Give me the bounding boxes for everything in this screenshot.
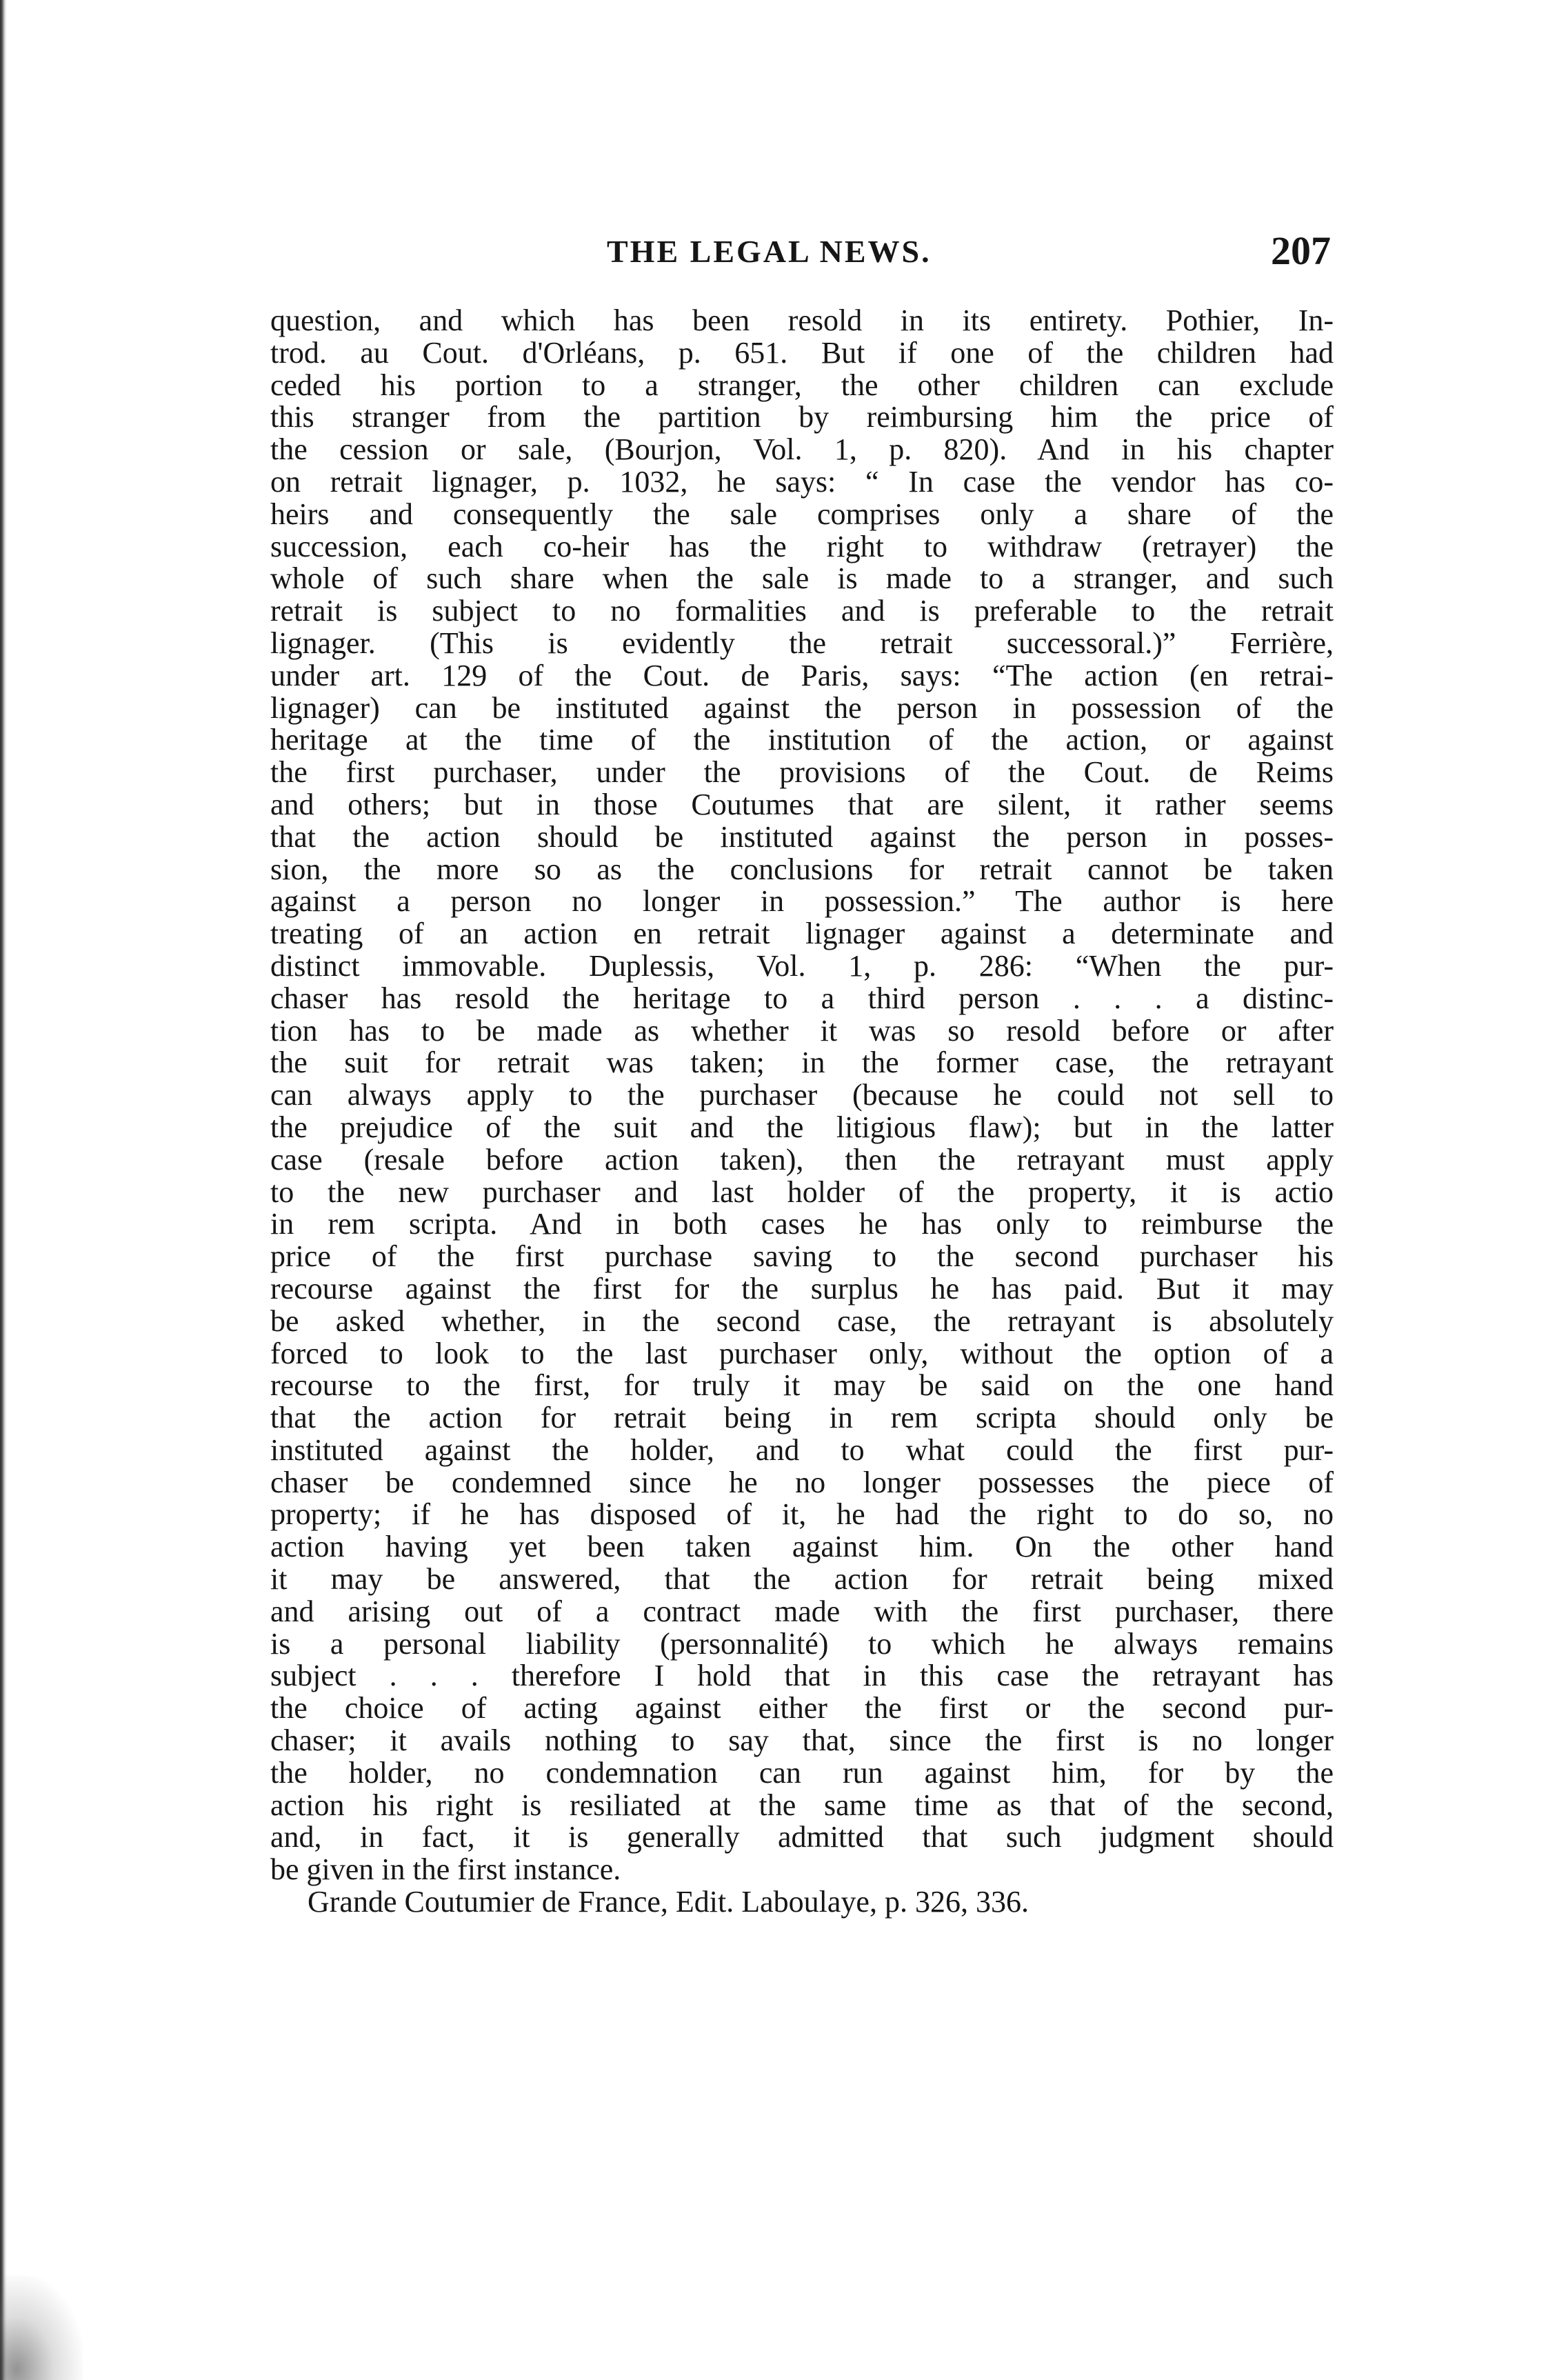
text-line: chaser has resold the heritage to a third person . . . a distinc- [270,981,1334,1015]
text-line: on retrait lignager, p. 1032, he says: “ In case the vendor has co- [270,464,1334,499]
text-line: recourse against the first for the surplus he has paid. But it may [270,1271,1334,1306]
text-line: action his right is resiliated at the same time as that of the second, [270,1788,1334,1822]
text-line: property; if he has disposed of it, he had the right to do so, no [270,1497,1334,1532]
text-line: trod. au Cout. d'Orléans, p. 651. But if one of the children had [270,335,1334,370]
text-line: ceded his portion to a stranger, the other children can exclude [270,368,1334,402]
text-line: the cession or sale, (Bourjon, Vol. 1, p. 820). And in his chapter [270,432,1334,467]
text-line: under art. 129 of the Cout. de Paris, says: “The action (en retrai- [270,658,1334,692]
text-line: the prejudice of the suit and the litigious flaw); but in the latter [270,1110,1334,1144]
text-line: and arising out of a contract made with the first purchaser, there [270,1594,1334,1628]
scan-edge [0,0,7,2380]
text-line: it may be answered, that the action for retrait being mixed [270,1562,1334,1597]
text-line: forced to look to the last purchaser only, without the option of a [270,1336,1334,1370]
text-line: the suit for retrait was taken; in the former case, the retrayant [270,1046,1334,1080]
text-line: instituted against the holder, and to what could the first pur- [270,1432,1334,1467]
text-line: subject . . . therefore I hold that in this case the retrayant has [270,1659,1334,1693]
scan-shadow [0,2276,83,2380]
text-line: lignager) can be instituted against the person in possession of the [270,690,1334,725]
text-line: against a person no longer in possession.” The author is here [270,884,1334,919]
text-line: question, and which has been resold in its entirety. Pothier, In- [270,303,1334,337]
text-line: the first purchaser, under the provisions of the Cout. de Reims [270,755,1334,790]
text-line: retrait is subject to no formalities and is preferable to the retrait [270,594,1334,628]
text-line: lignager. (This is evidently the retrait successoral.)” Ferrière, [270,626,1334,660]
body-text [270,305,1334,1919]
text-line: that the action should be instituted against the person in posses- [270,819,1334,854]
running-head: THE LEGAL NEWS. [607,234,932,269]
text-line: is a personal liability (personnalité) to which he always remains [270,1626,1334,1661]
text-line: action having yet been taken against him. On the other hand [270,1530,1334,1564]
text-line: sion, the more so as the conclusions for retrait cannot be taken [270,852,1334,886]
text-line: in rem scripta. And in both cases he has only to reimburse the [270,1207,1334,1241]
text-line: heritage at the time of the institution of the action, or against [270,723,1334,757]
citation: Grande Coutumier de France, Edit. Laboulaye, p. 326, 336. [308,1885,1029,1919]
text-line: chaser; it avails nothing to say that, since the first is no longer [270,1723,1334,1758]
text-line: heirs and consequently the sale comprises only a share of the [270,497,1334,531]
text-line: chaser be condemned since he no longer possesses the piece of [270,1465,1334,1499]
text-line: and others; but in those Coutumes that are silent, it rather seems [270,787,1334,821]
text-line: the holder, no condemnation can run against him, for by the [270,1755,1334,1790]
text-line: distinct immovable. Duplessis, Vol. 1, p. 286: “When the pur- [270,948,1334,983]
text-line: be asked whether, in the second case, the retrayant is absolutely [270,1303,1334,1338]
text-line: the choice of acting against either the first or the second pur- [270,1691,1334,1726]
text-line: whole of such share when the sale is made to a stranger, and such [270,561,1334,596]
text-line: this stranger from the partition by reimbursing him the price of [270,400,1334,434]
text-line: succession, each co-heir has the right to withdraw (retrayer) the [270,529,1334,563]
text-line: can always apply to the purchaser (because he could not sell to [270,1078,1334,1112]
text-line: that the action for retrait being in rem scripta should only be [270,1401,1334,1435]
text-line: treating of an action en retrait lignager against a determinate and [270,917,1334,951]
text-line: price of the first purchase saving to the second purchaser his [270,1239,1334,1274]
text-line: case (resale before action taken), then the retrayant must apply [270,1142,1334,1177]
page-number: 207 [1271,228,1331,273]
text-line: to the new purchaser and last holder of the property, it is actio [270,1174,1334,1209]
text-line: recourse to the first, for truly it may be said on the one hand [270,1368,1334,1403]
text-line: be given in the first instance. [270,1852,621,1887]
page-header [607,228,1331,283]
text-line: tion has to be made as whether it was so resold before or after [270,1013,1334,1048]
text-line: and, in fact, it is generally admitted that such judgment should [270,1820,1334,1854]
